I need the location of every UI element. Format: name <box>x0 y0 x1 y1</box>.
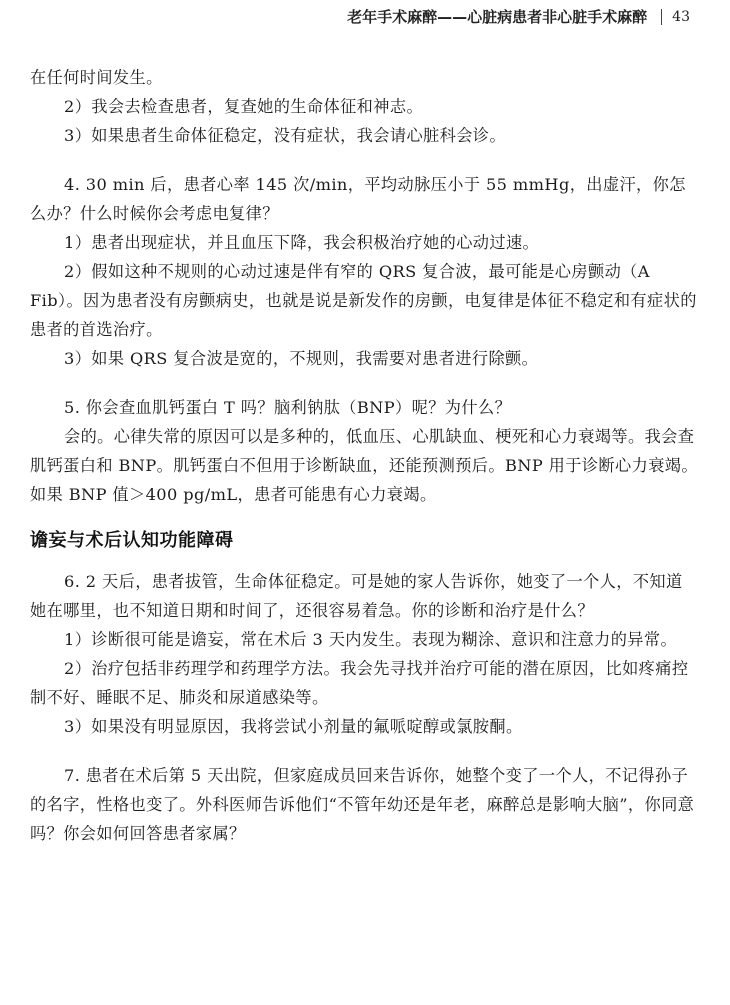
header-title: 老年手术麻醉——心脏病患者非心脏手术麻醉 <box>347 8 648 26</box>
q4-answer-3: 3）如果 QRS 复合波是宽的，不规则，我需要对患者进行除颤。 <box>64 349 539 368</box>
q6-answer-2: 2）治疗包括非药理学和药理学方法。我会先寻找并治疗可能的潜在原因，比如疼痛控制不好、睡眠不足、肺炎和尿道感染等。 <box>30 659 689 707</box>
q4-answer-2: 2）假如这种不规则的心动过速是伴有窄的 QRS 复合波，最可能是心房颤动（A Fib）。因为患者没有房颤病史，也就是说是新发作的房颤，电复律是体征不稳定和有症状的患者的首选治疗。 <box>30 262 697 339</box>
q3-answer-3: 3）如果患者生命体征稳定，没有症状，我会请心脏科会诊。 <box>64 126 506 145</box>
page-number: 43 <box>672 8 690 25</box>
q6-answer-1: 1）诊断很可能是谵妄，常在术后 3 天内发生。表现为糊涂、意识和注意力的异常。 <box>64 630 678 649</box>
q4-answer-1: 1）患者出现症状，并且血压下降，我会积极治疗她的心动过速。 <box>64 233 540 252</box>
question-7: 7. 患者在术后第 5 天出院，但家庭成员回来告诉你，她整个变了一个人，不记得孙子的名字，性格也变了。外科医师告诉他们“不管年幼还是年老，麻醉总是影响大脑”，你同意吗？你会如何回答患者家属？ <box>30 766 695 843</box>
q6-answer-3: 3）如果没有明显原因，我将尝试小剂量的氟哌啶醇或氯胺酮。 <box>64 717 523 736</box>
question-6: 6. 2 天后，患者拔管，生命体征稳定。可是她的家人告诉你，她变了一个人，不知道她在哪里，也不知道日期和时间了，还很容易着急。你的诊断和治疗是什么？ <box>30 572 683 620</box>
question-5: 5. 你会查血肌钙蛋白 T 吗？脑利钠肽（BNP）呢？为什么？ <box>64 398 512 417</box>
running-header <box>347 6 690 27</box>
q5-answer: 会的。心律失常的原因可以是多种的，低血压、心肌缺血、梗死和心力衰竭等。我会查肌钙蛋白和 BNP。肌钙蛋白不但用于诊断缺血，还能预测预后。BNP 用于诊断心力衰竭。如果 BNP 值＞400 pg/mL，患者可能患有心力衰竭。 <box>30 427 698 504</box>
paragraph-continuation: 在任何时间发生。 <box>30 68 163 87</box>
section-heading: 谵妄与术后认知功能障碍 <box>30 530 234 551</box>
page-body <box>30 63 698 848</box>
q3-answer-2: 2）我会去检查患者，复查她的生命体征和神志。 <box>64 97 424 116</box>
header-divider <box>661 9 662 25</box>
question-4: 4. 30 min 后，患者心率 145 次/min，平均动脉压小于 55 mmHg，出虚汗，你怎么办？什么时候你会考虑电复律？ <box>30 175 686 223</box>
